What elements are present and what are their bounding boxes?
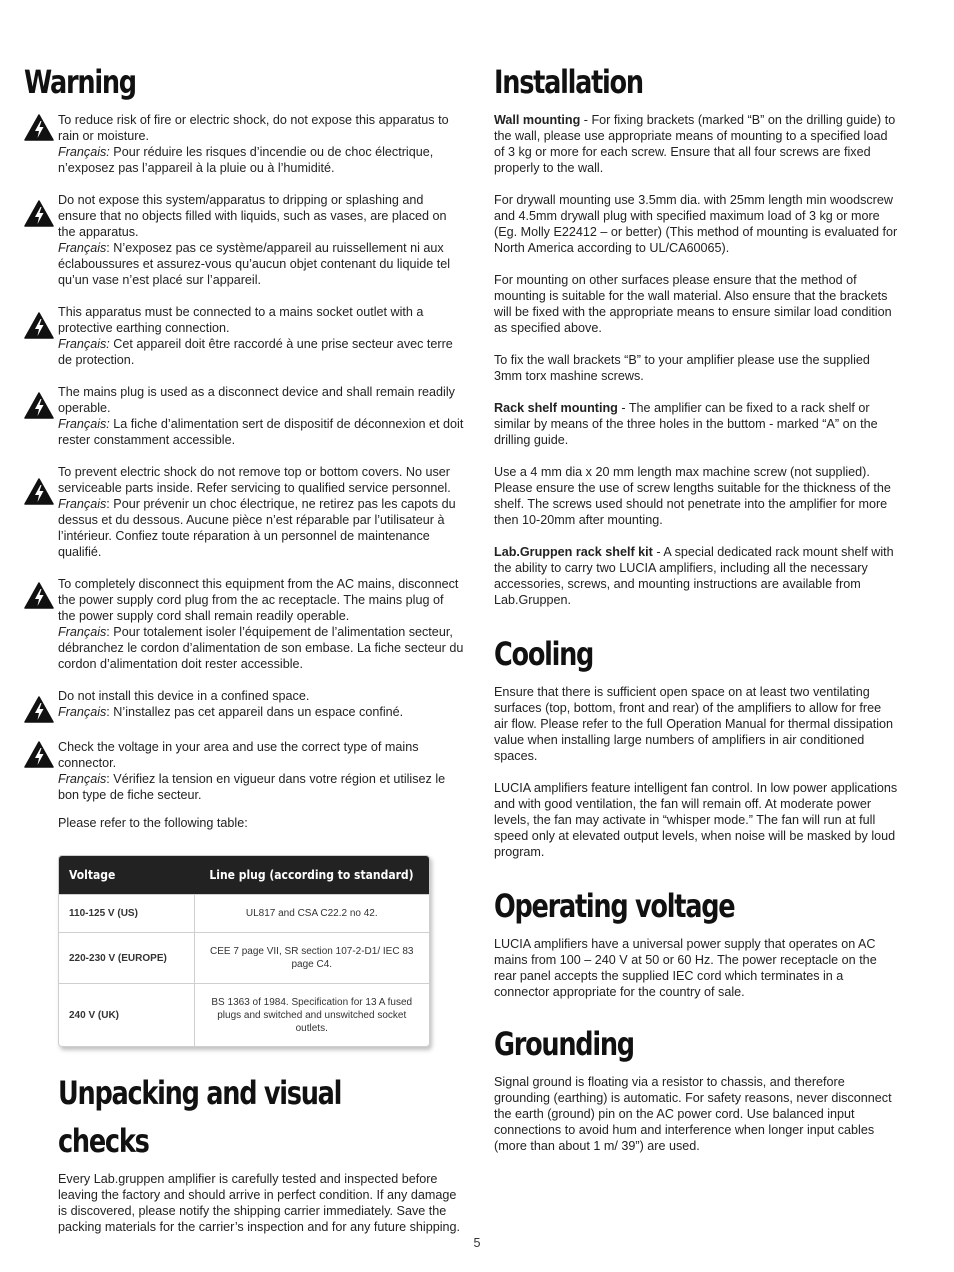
cooling-text-1: Ensure that there is sufficient open space on at least two ventilating surfaces (top, bottom, front and rear) of the amplifiers to allow for free air flow. Please refer to the full Operation Manual for thermal dissipation value when installing large numbers of amplifiers in air conditioned spaces. (494, 685, 894, 763)
warning-french (58, 624, 464, 672)
voltage-table (58, 855, 430, 1047)
table-row (59, 984, 429, 1047)
french-body: : Pour totalement isoler l’équipement de l’alimentation secteur, débranchez le cordon d’alimentation de son embase. La fiche secteur du cordon d’alimentation doit rester accessible. (58, 625, 464, 671)
electric-shock-warning-icon (24, 304, 58, 339)
plug-cell: CEE 7 page VII, SR section 107-2-D1/ IEC 83 page C4. (194, 933, 429, 984)
plug-cell: UL817 and CSA C22.2 no 42. (194, 895, 429, 933)
installation-heading: Installation (494, 63, 643, 101)
french-label: Français: (58, 337, 110, 351)
operating-voltage-heading: Operating voltage (494, 887, 735, 925)
page-number: 5 (473, 1236, 481, 1250)
table-row (59, 933, 429, 984)
french-label: Français (58, 497, 107, 511)
electric-shock-warning-icon (24, 384, 58, 419)
warning-block (24, 688, 464, 723)
warning-block (24, 739, 464, 803)
warning-text (58, 464, 464, 560)
unpacking-heading: Unpacking and visual checks (58, 1074, 342, 1160)
electric-shock-warning-icon (24, 192, 58, 227)
rack-kit-label: Lab.Gruppen rack shelf kit (494, 545, 653, 559)
warnings-list (24, 112, 464, 803)
table-header-plug: Line plug (according to standard) (194, 856, 429, 895)
warning-french (58, 704, 403, 720)
wall-mounting-text (494, 112, 898, 176)
warning-french (58, 496, 464, 560)
warning-french (58, 416, 464, 448)
warning-block (24, 464, 464, 560)
warning-french (58, 144, 464, 176)
french-body: : Pour prévenir un choc électrique, ne retirez pas les capots du dessus et du dessous. Aucune pièce n’est réparable par l’utilisateur à l’intérieur. Confiez toute réparation à un personnel de maintenance qualifié. (58, 497, 456, 559)
french-label: Français (58, 625, 107, 639)
french-body: La fiche d’alimentation sert de dispositif de déconnexion et doit rester constamment accessible. (58, 417, 464, 447)
wall-mounting-body: - For fixing brackets (marked “B” on the drilling guide) to the wall, please use appropriate means of mounting to a specified load of 3 kg or more for each screw. Ensure that all four screws are fixed properly to the wall. (494, 113, 896, 175)
electric-shock-warning-icon (24, 576, 58, 609)
grounding-heading: Grounding (494, 1025, 634, 1063)
warning-text (58, 576, 464, 672)
warning-english: To reduce risk of fire or electric shock, do not expose this apparatus to rain or moisture. (58, 113, 449, 143)
warning-block (24, 112, 464, 176)
refer-text: Please refer to the following table: (58, 816, 248, 830)
warning-text (58, 384, 464, 448)
voltage-cell: 110-125 V (US) (59, 895, 194, 933)
rack-kit-body: - A special dedicated rack mount shelf with the ability to carry two LUCIA amplifiers, including all the necessary accessories, screws, and mounting instructions are available from Lab.Gruppen. (494, 545, 894, 607)
french-label: Français (58, 241, 107, 255)
warning-block (24, 192, 464, 288)
warning-text (58, 112, 464, 176)
operating-voltage-text: LUCIA amplifiers have a universal power supply that operates on AC mains from 100 – 240 V at 50 or 60 Hz. The power receptacle on the rear panel accepts the supplied IEC cord which terminates in a connector appropriate for the country of sale. (494, 937, 877, 999)
electric-shock-warning-icon (24, 688, 58, 723)
right-column (494, 58, 898, 1170)
fix-brackets-text: To fix the wall brackets “B” to your amplifier please use the supplied 3mm torx mashine screws. (494, 353, 870, 383)
left-column (24, 58, 464, 1251)
wall-mounting-label: Wall mounting (494, 113, 581, 127)
warning-english: Check the voltage in your area and use the correct type of mains connector. (58, 740, 419, 770)
other-surfaces-text: For mounting on other surfaces please ensure that the method of mounting is suitable for the wall material. Also ensure that the brackets will be fixed with the appropriate means to ensure similar load condition as specified above. (494, 273, 892, 335)
warning-english: To prevent electric shock do not remove top or bottom covers. No user serviceable parts inside. Refer servicing to qualified service personnel. (58, 465, 451, 495)
french-body: Pour réduire les risques d’incendie ou de choc électrique, n’exposez pas l’appareil à la pluie ou à l’humidité. (58, 145, 434, 175)
cooling-text-2: LUCIA amplifiers feature intelligent fan control. In low power applications and with good ventilation, the fan will remain off. At moderate power levels, the fan may activate in “whisper mode.” The fan will run at full speed only at elevated output levels, when noise will be masked by loud program. (494, 781, 898, 859)
french-body: : N’installez pas cet appareil dans un espace confiné. (106, 705, 404, 719)
french-body: : N’exposez pas ce système/appareil au ruissellement ni aux éclaboussures et assurez-vous qu’aucun objet contenant du liquide tel qu’un vase n’est placé sur l’appareil. (58, 241, 451, 287)
french-body: : Vérifiez la tension en vigueur dans votre région et utilisez le bon type de fiche secteur. (58, 772, 446, 802)
warning-block (24, 384, 464, 448)
warning-text (58, 304, 464, 368)
cooling-heading: Cooling (494, 635, 594, 673)
french-label: Français: (58, 417, 110, 431)
table-row (59, 895, 429, 933)
plug-cell: BS 1363 of 1984. Specification for 13 A fused plugs and switched and unswitched socket outlets. (194, 984, 429, 1047)
french-body: Cet appareil doit être raccordé à une prise secteur avec terre de protection. (58, 337, 453, 367)
warning-english: Do not expose this system/apparatus to dripping or splashing and ensure that no objects filled with liquids, such as vases, are placed on the apparatus. (58, 193, 447, 239)
drywall-text: For drywall mounting use 3.5mm dia. with 25mm length min woodscrew and 4.5mm drywall plug with specified maximum load of 3 kg or more (Eg. Molly E22412 – or better) (This method of mounting is evaluated for North America according to UL/CA60065). (494, 193, 898, 255)
electric-shock-warning-icon (24, 464, 58, 505)
french-label: Français (58, 772, 107, 786)
warning-english: The mains plug is used as a disconnect device and shall remain readily operable. (58, 385, 455, 415)
rack-kit-text (494, 544, 898, 608)
electric-shock-warning-icon (24, 112, 58, 141)
grounding-text: Signal ground is floating via a resistor to chassis, and therefore grounding (earthing) is automatic. For safety reasons, never disconnect the earth (ground) pin on the AC power cord. Use balanced input connections to avoid hum and interference when longer input cables (more than about 1 m/ 39”) are used. (494, 1075, 892, 1153)
warning-french (58, 240, 464, 288)
warning-english: Do not install this device in a confined space. (58, 689, 310, 703)
electric-shock-warning-icon (24, 739, 58, 768)
voltage-cell: 240 V (UK) (59, 984, 194, 1047)
warning-heading: Warning (24, 63, 136, 101)
warning-text (58, 739, 464, 803)
warning-english: To completely disconnect this equipment from the AC mains, disconnect the power supply cord plug from the ac receptacle. The mains plug of the power supply cord shall remain readily operable. (58, 577, 459, 623)
unpacking-text: Every Lab.gruppen amplifier is carefully tested and inspected before leaving the factory and should arrive in perfect condition. If any damage is discovered, please notify the shipping carrier immediately. Save the packing materials for the carrier’s inspection and for any future shipping. (58, 1172, 461, 1234)
rack-shelf-label: Rack shelf mounting (494, 401, 618, 415)
rack-shelf-text (494, 400, 898, 448)
french-label: Français (58, 705, 107, 719)
warning-french (58, 771, 464, 803)
warning-french (58, 336, 464, 368)
warning-english: This apparatus must be connected to a mains socket outlet with a protective earthing connection. (58, 305, 424, 335)
warning-text (58, 688, 403, 720)
screw-text: Use a 4 mm dia x 20 mm length max machine screw (not supplied). Please ensure the use of screw lengths suitable for the thickness of the shelf. The screws used should not penetrate into the amplifier for more then 10-20mm after mounting. (494, 465, 891, 527)
voltage-cell: 220-230 V (EUROPE) (59, 933, 194, 984)
warning-block (24, 576, 464, 672)
table-header-voltage: Voltage (59, 856, 194, 895)
french-label: Français: (58, 145, 110, 159)
warning-block (24, 304, 464, 368)
warning-text (58, 192, 464, 288)
rack-shelf-body: - The amplifier can be fixed to a rack shelf or similar by means of the three holes in the buttom - marked “A” on the drilling guide. (494, 401, 878, 447)
